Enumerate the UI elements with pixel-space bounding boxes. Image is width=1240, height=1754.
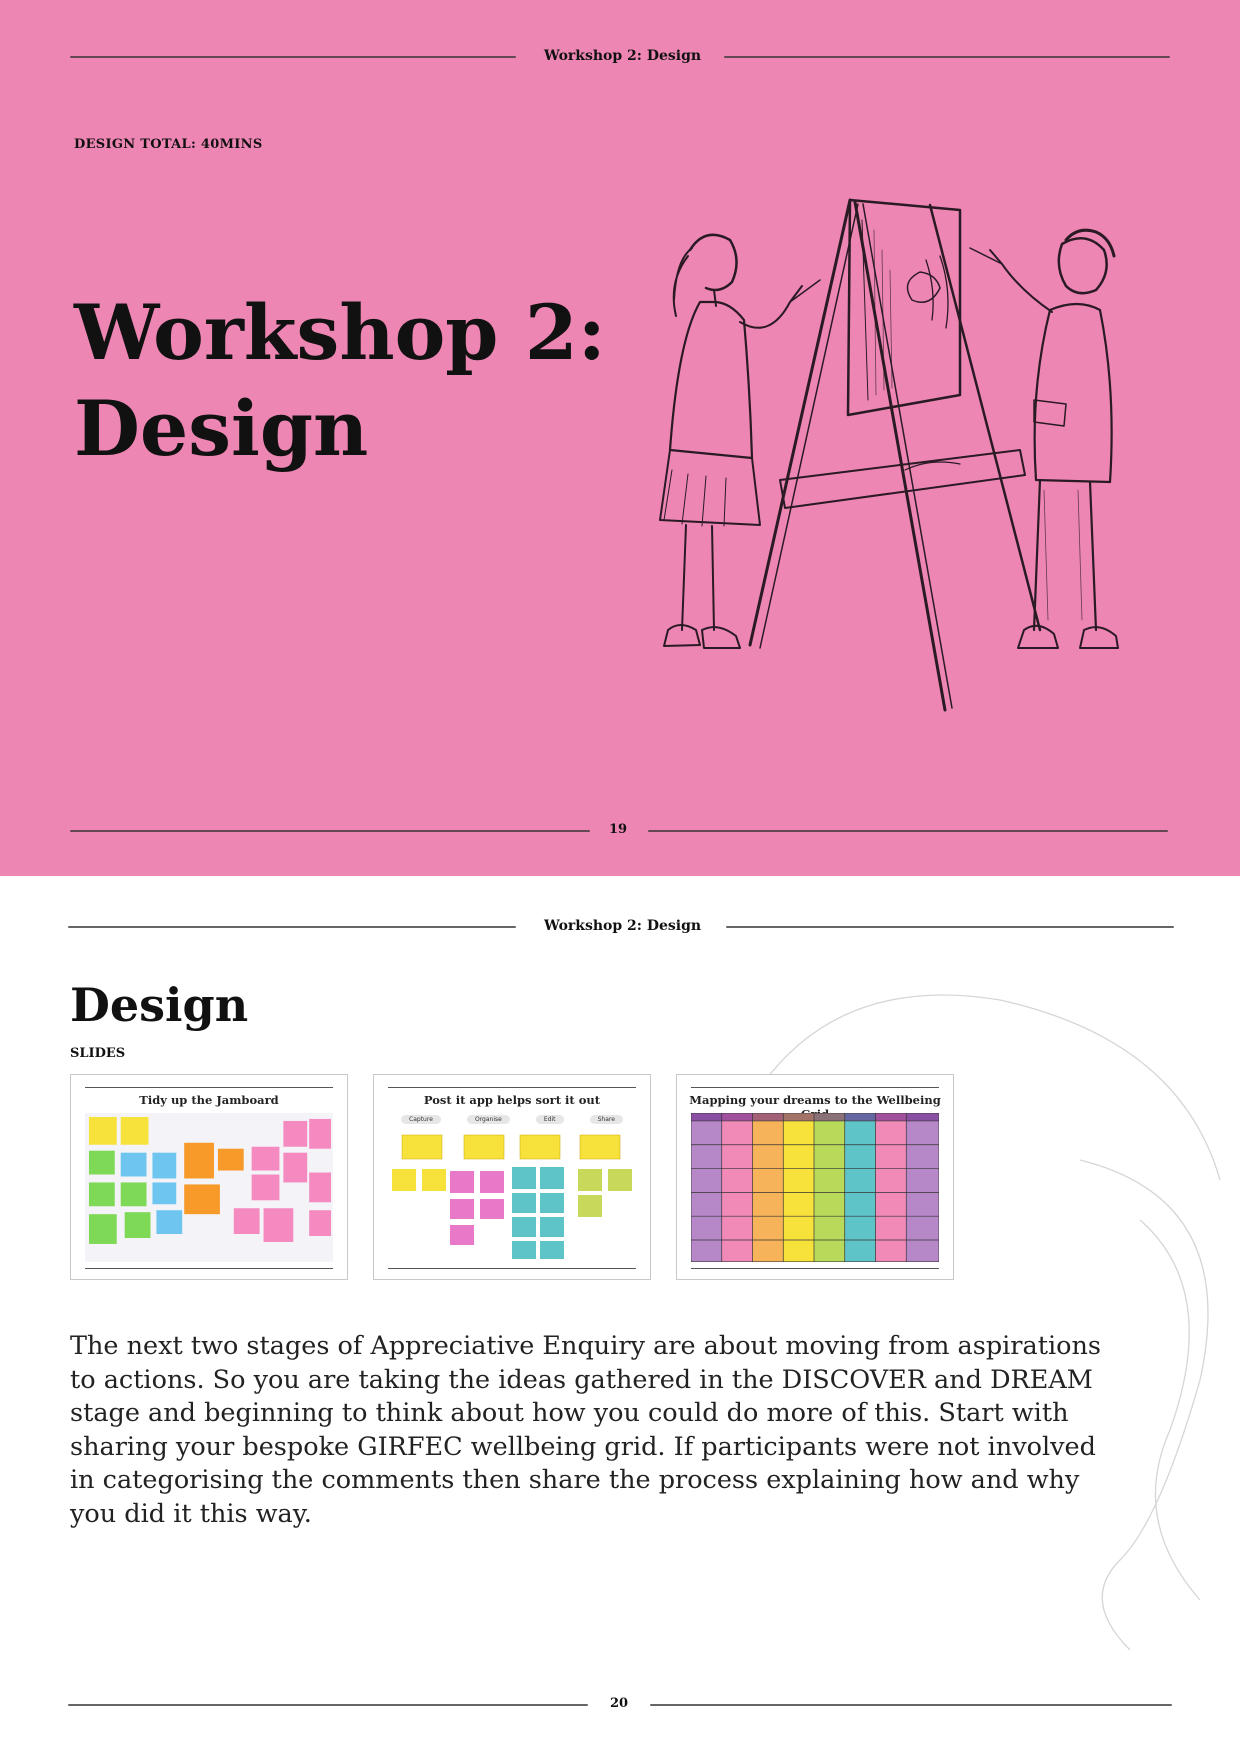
section-title-line2: Design — [74, 384, 369, 473]
post-it-notes — [388, 1131, 638, 1261]
column-organise: Organise — [467, 1115, 510, 1124]
page-19 — [0, 0, 1240, 876]
column-edit: Edit — [536, 1115, 564, 1124]
slide-thumbnail-wellbeing-grid — [676, 1074, 954, 1280]
footer-rule-right — [650, 1704, 1172, 1706]
header-rule-left — [70, 56, 516, 58]
section-title-line1: Workshop 2: — [74, 288, 606, 377]
header-rule-left — [68, 926, 516, 928]
slide-title: Mapping your dreams to the Wellbeing — [689, 1093, 941, 1107]
page-number: 19 — [609, 822, 628, 837]
children-painting-illustration — [630, 190, 1150, 750]
slide-top-rule — [85, 1087, 333, 1088]
easel — [750, 200, 1040, 710]
page-number: 20 — [610, 1696, 629, 1711]
header-rule-right — [724, 56, 1170, 58]
slide-top-rule — [691, 1087, 939, 1088]
sticky-notes-board — [85, 1113, 333, 1262]
running-header: Workshop 2: Design — [544, 918, 702, 934]
post-it-columns — [388, 1115, 636, 1124]
footer-rule-left — [70, 830, 590, 832]
column-share: Share — [590, 1115, 623, 1124]
header-rule-right — [726, 926, 1174, 928]
section-title — [74, 285, 606, 477]
slide-title: Tidy up the Jamboard — [139, 1093, 279, 1107]
slide-thumbnail-jamboard — [70, 1074, 348, 1280]
slide-thumbnail-post-it-app — [373, 1074, 651, 1280]
slide-bottom-rule — [85, 1268, 333, 1269]
boy-figure — [970, 230, 1118, 648]
running-header: Workshop 2: Design — [544, 48, 702, 64]
slides-label: SLIDES — [70, 1046, 126, 1061]
design-total-label: DESIGN TOTAL: 40MINS — [74, 137, 263, 152]
slide-title: Post it app helps sort it out — [423, 1093, 601, 1107]
page-title: Design — [70, 978, 249, 1032]
footer-rule-right — [648, 830, 1168, 832]
slide-bottom-rule — [388, 1268, 636, 1269]
slide-top-rule — [388, 1087, 636, 1088]
slide-bottom-rule — [691, 1268, 939, 1269]
body-paragraph: The next two stages of Appreciative Enquiry are about moving from aspirations to actions. So you are taking the ideas gathered in the DISCOVER and DREAM stage and beginning to think about how you could do more of this. Start with sharing your bespoke GIRFEC wellbeing grid. If participants were not involved in categorising the comments then share the process explaining how and why you did it this way. — [70, 1331, 1101, 1529]
footer-rule-left — [68, 1704, 588, 1706]
wellbeing-grid-table — [691, 1113, 939, 1262]
column-capture: Capture — [401, 1115, 441, 1124]
background-scribble — [700, 960, 1240, 1660]
